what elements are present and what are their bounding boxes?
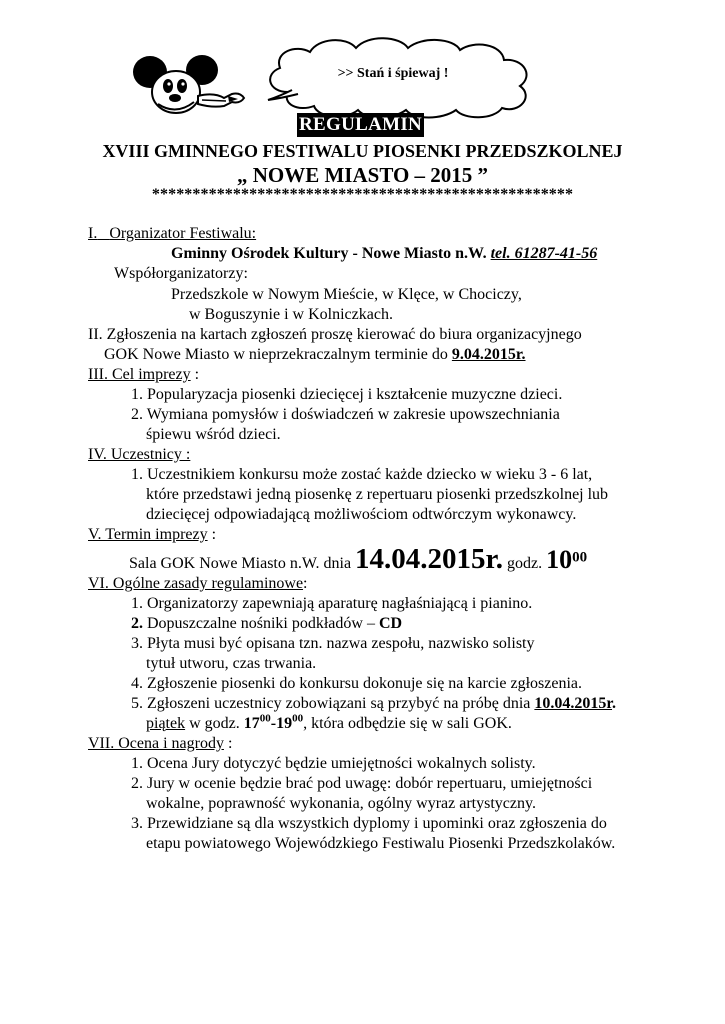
rehearsal-date-dot: . bbox=[612, 695, 617, 712]
rehearsal-day: piątek bbox=[146, 715, 186, 732]
rehearsal-time-prefix: w godz. bbox=[185, 715, 244, 732]
applications-line-1: II. Zgłoszenia na kartach zgłoszeń proszę kierować do biura organizacyjnego bbox=[88, 326, 582, 343]
organizer-phone: tel. 61287-41-56 bbox=[490, 245, 598, 262]
rules-item-2-text: Dopuszczalne nośniki podkładów – bbox=[143, 615, 379, 632]
awards-item-3: 3. Przewidziane są dla wszystkich dyplomy i upominki oraz zgłoszenia do bbox=[131, 815, 607, 832]
participants-item-1: 1. Uczestnikiem konkursu może zostać każde dziecko w wieku 3 - 6 lat, bbox=[131, 466, 593, 483]
section-rules-suffix: : bbox=[303, 575, 308, 592]
section-participants-heading: IV. Uczestnicy : bbox=[88, 446, 191, 463]
event-time-label: godz. bbox=[507, 555, 543, 572]
divider-stars: **************************************************** bbox=[151, 186, 574, 203]
rehearsal-end-minutes: 00 bbox=[292, 712, 304, 725]
coorganizers-line-2: w Boguszynie i w Kolniczkach. bbox=[189, 306, 393, 323]
rules-item-1: 1. Organizatorzy zapewniają aparaturę nagłaśniającą i pianino. bbox=[131, 595, 533, 612]
rules-item-5-cont bbox=[146, 714, 512, 734]
participants-item-1-cont-2: dziecięcej odpowiadającą możliwościom odtwórczym wykonawcy. bbox=[146, 506, 577, 523]
section-date-title: V. Termin imprezy bbox=[88, 526, 208, 543]
rules-item-3-cont: tytuł utworu, czas trwania. bbox=[146, 655, 317, 672]
section-goal-suffix: : bbox=[190, 366, 200, 383]
goal-item-2: 2. Wymiana pomysłów i doświadczeń w zakresie upowszechniania bbox=[131, 406, 560, 423]
rules-item-4: 4. Zgłoszenie piosenki do konkursu dokonuje się na karcie zgłoszenia. bbox=[131, 675, 582, 692]
section-organizer-title: Organizator Festiwalu: bbox=[109, 225, 257, 242]
awards-item-3-cont: etapu powiatowego Wojewódzkiego Festiwalu Piosenki Przedszkolaków. bbox=[146, 835, 616, 852]
event-venue: Sala GOK Nowe Miasto n.W. dnia bbox=[129, 555, 352, 572]
rules-item-2-cd: CD bbox=[378, 615, 403, 632]
organizer-line bbox=[171, 244, 597, 264]
section-goal-title: III. Cel imprezy bbox=[88, 366, 191, 383]
awards-item-2-cont: wokalne, poprawność wykonania, ogólny wyraz artystyczny. bbox=[146, 795, 536, 812]
participants-item-1-cont-1: które przedstawi jedną piosenkę z repertuaru piosenki przedszkolnej lub bbox=[146, 486, 609, 503]
applications-deadline-text: GOK Nowe Miasto w nieprzekraczalnym terminie do bbox=[104, 346, 448, 363]
section-goal-heading bbox=[88, 365, 199, 385]
rehearsal-time-dash: - bbox=[270, 715, 277, 732]
mouse-mascot-icon bbox=[128, 52, 258, 118]
rehearsal-start-minutes: 00 bbox=[259, 712, 271, 725]
coorganizers-line-1: Przedszkole w Nowym Mieście, w Klęce, w Chociczy, bbox=[171, 286, 522, 303]
festival-title: XVIII GMINNEGO FESTIWALU PIOSENKI PRZEDSZKOLNEJ bbox=[102, 141, 623, 161]
organizer-name: Gminny Ośrodek Kultury - Nowe Miasto n.W. bbox=[171, 245, 487, 262]
page-title: REGULAMIN bbox=[299, 114, 423, 135]
rehearsal-date: 10.04.2015r bbox=[534, 695, 613, 712]
coorganizers-label: Współorganizatorzy: bbox=[114, 265, 248, 282]
section-rules-title: VI. Ogólne zasady regulaminowe bbox=[88, 575, 304, 592]
section-awards-title: VII. Ocena i nagrody bbox=[88, 735, 224, 752]
applications-deadline-date: 9.04.2015r. bbox=[451, 346, 526, 363]
section-date-heading bbox=[88, 525, 216, 545]
goal-item-1: 1. Popularyzacja piosenki dziecięcej i kształcenie muzyczne dzieci. bbox=[131, 386, 563, 403]
section-rules-heading bbox=[88, 574, 308, 594]
awards-item-1: 1. Ocena Jury dotyczyć będzie umiejętności wokalnych solisty. bbox=[131, 755, 536, 772]
rules-item-5-text: 5. Zgłoszeni uczestnicy zobowiązani są przybyć na próbę dnia bbox=[131, 695, 531, 712]
event-date: 14.04.2015r. bbox=[355, 543, 504, 575]
rehearsal-start-hour: 17 bbox=[243, 715, 260, 732]
rules-item-5 bbox=[131, 694, 616, 714]
speech-bubble-text: >> Stań i śpiewaj ! bbox=[337, 66, 449, 81]
section-awards-suffix: : bbox=[223, 735, 233, 752]
rules-item-2 bbox=[131, 614, 402, 634]
event-time-hour: 10 bbox=[546, 545, 573, 574]
city-title: „ NOWE MIASTO – 2015 ” bbox=[236, 163, 489, 187]
rehearsal-end-hour: 19 bbox=[276, 715, 293, 732]
section-date-suffix: : bbox=[207, 526, 217, 543]
awards-item-2: 2. Jury w ocenie będzie brać pod uwagę: dobór repertuaru, umiejętności bbox=[131, 775, 593, 792]
section-organizer-heading bbox=[88, 224, 256, 244]
section-organizer-number: I. bbox=[88, 225, 98, 242]
goal-item-2-cont: śpiewu wśród dzieci. bbox=[146, 426, 281, 443]
section-awards-heading bbox=[88, 734, 232, 754]
rules-item-2-number: 2. bbox=[131, 615, 143, 632]
event-time-minutes: 00 bbox=[572, 549, 588, 566]
rehearsal-location: , która odbędzie się w sali GOK. bbox=[303, 715, 512, 732]
applications-line-2 bbox=[104, 345, 526, 365]
rules-item-3: 3. Płyta musi być opisana tzn. nazwa zespołu, nazwisko solisty bbox=[131, 635, 535, 652]
